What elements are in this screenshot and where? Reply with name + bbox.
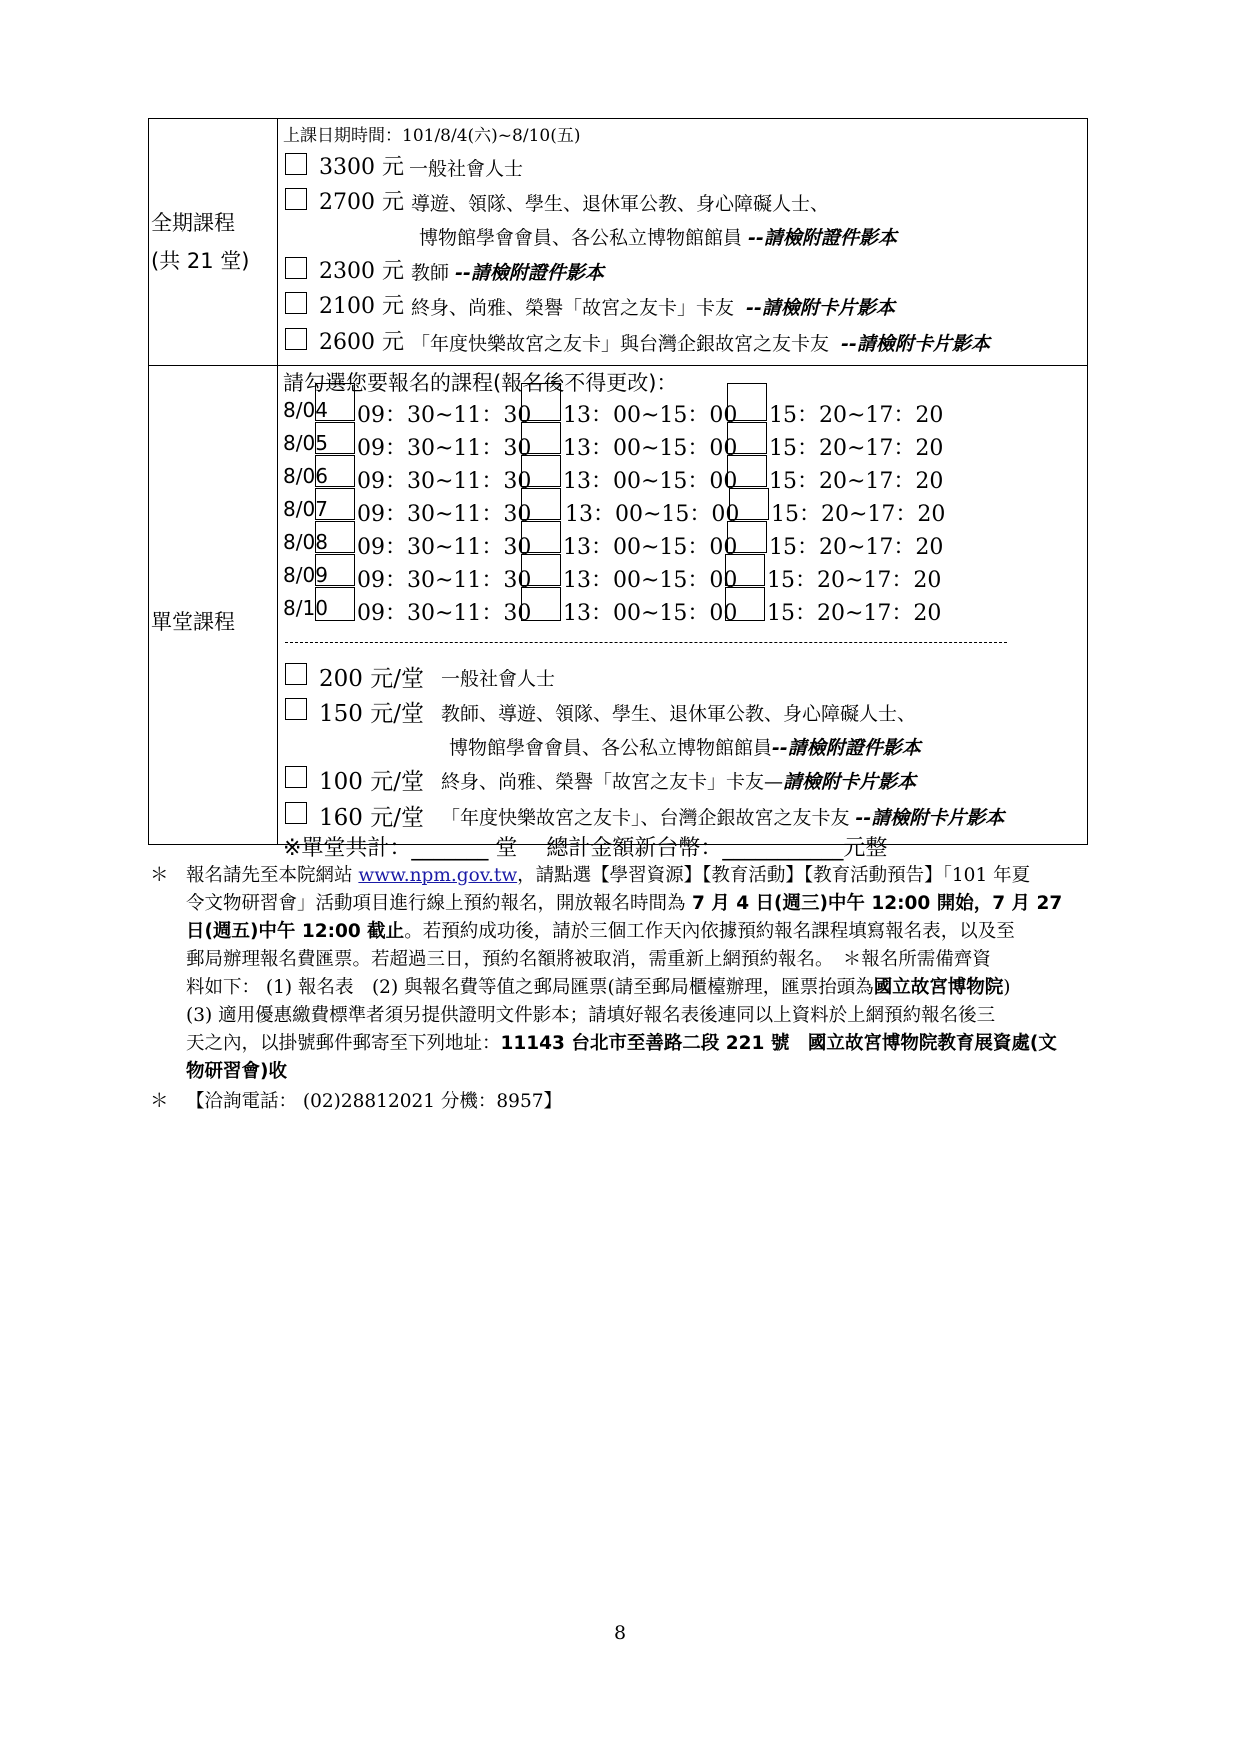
session-time-morning: 09：30~11：30 bbox=[357, 502, 532, 527]
note-line-3: 。若預約成功後，請於三個工作天內依據預約報名課程填寫報名表，以及至 bbox=[404, 921, 1015, 942]
session-checkbox-morning[interactable] bbox=[315, 455, 355, 487]
full-option-price-5: 2600 元 bbox=[319, 330, 404, 355]
full-option-desc-4: 終身、尚雅、榮譽「故宮之友卡」卡友 bbox=[411, 297, 735, 319]
single-option-note-2: --請檢附證件影本 bbox=[772, 737, 921, 759]
session-checkbox-afternoon[interactable] bbox=[521, 383, 561, 421]
session-time-late: 15：20~17：20 bbox=[767, 601, 942, 626]
session-checkbox-afternoon[interactable] bbox=[521, 455, 561, 487]
full-option-checkbox-3[interactable] bbox=[285, 257, 307, 279]
session-time-afternoon: 13：00~15：00 bbox=[563, 436, 738, 461]
session-checkbox-afternoon[interactable] bbox=[521, 587, 561, 621]
note-line-7-bold: 11143 台北市至善路二段 221 號 國立故宮博物院教育展資處(文 bbox=[500, 1033, 1057, 1054]
session-time-afternoon: 13：00~15：00 bbox=[563, 469, 738, 494]
full-option-note-3: --請檢附證件影本 bbox=[455, 262, 604, 284]
session-time-morning: 09：30~11：30 bbox=[357, 436, 532, 461]
session-checkbox-morning[interactable] bbox=[315, 488, 355, 520]
session-time-late: 15：20~17：20 bbox=[769, 535, 944, 560]
full-option-price-4: 2100 元 bbox=[319, 294, 404, 319]
single-option-price-4: 160 元/堂 bbox=[319, 805, 424, 831]
session-checkbox-late[interactable] bbox=[727, 422, 767, 454]
total-line: ※單堂共計：_______ 堂 總計金額新台幣：___________元整 bbox=[283, 836, 888, 861]
session-date: 8/09 bbox=[283, 563, 328, 587]
full-option-checkbox-5[interactable] bbox=[285, 328, 307, 350]
note-line-5-bold: 國立故宮博物院 bbox=[873, 977, 1004, 998]
session-checkbox-late[interactable] bbox=[729, 488, 769, 520]
full-course-label: 全期課程 bbox=[151, 211, 235, 235]
single-option-desc-2: 教師、導遊、領隊、學生、退休軍公教、身心障礙人士、 bbox=[441, 703, 917, 725]
session-checkbox-morning[interactable] bbox=[315, 587, 355, 621]
session-date: 8/08 bbox=[283, 530, 328, 554]
session-time-afternoon: 13：00~15：00 bbox=[563, 568, 738, 593]
session-time-morning: 09：30~11：30 bbox=[357, 601, 532, 626]
session-time-afternoon: 13：00~15：00 bbox=[563, 535, 738, 560]
dashed-separator bbox=[285, 642, 1007, 643]
row-divider bbox=[149, 365, 1087, 366]
session-time-late: 15：20~17：20 bbox=[769, 403, 944, 428]
session-checkbox-afternoon[interactable] bbox=[521, 488, 561, 520]
session-checkbox-morning[interactable] bbox=[315, 554, 355, 586]
single-option-price-3: 100 元/堂 bbox=[319, 769, 424, 795]
session-time-afternoon: 13：00~15：00 bbox=[563, 601, 738, 626]
full-option-desc-3: 教師 bbox=[411, 262, 450, 284]
note-line-1a: 報名請先至本院網站 bbox=[186, 865, 359, 886]
session-date: 8/07 bbox=[283, 497, 328, 521]
contact-line: 【洽詢電話： (02)28812021 分機：8957】 bbox=[186, 1091, 562, 1112]
session-time-morning: 09：30~11：30 bbox=[357, 403, 532, 428]
session-date: 8/06 bbox=[283, 464, 328, 488]
single-option-desc-4: 「年度快樂故宮之友卡」、台灣企銀故宮之友卡友 bbox=[441, 807, 850, 829]
note-line-7: 天之內，以掛號郵件郵寄至下列地址： bbox=[186, 1033, 501, 1054]
session-time-late: 15：20~17：20 bbox=[769, 436, 944, 461]
session-checkbox-afternoon[interactable] bbox=[521, 554, 561, 586]
session-checkbox-morning[interactable] bbox=[315, 521, 355, 553]
single-course-instruction: 請勾選您要報名的課程(報名後不得更改)： bbox=[283, 371, 678, 395]
full-option-desc2-2: 博物館學會會員、各公私立博物館館員 bbox=[419, 227, 743, 249]
single-option-note-4: --請檢附卡片影本 bbox=[855, 807, 1005, 829]
single-option-checkbox-1[interactable] bbox=[285, 663, 307, 685]
single-option-price-2: 150 元/堂 bbox=[319, 701, 424, 727]
session-time-late: 15：20~17：20 bbox=[767, 568, 942, 593]
full-option-desc-5: 「年度快樂故宮之友卡」與台灣企銀故宮之友卡友 bbox=[411, 333, 830, 355]
session-time-late: 15：20~17：20 bbox=[769, 469, 944, 494]
note-line-3-bold: 日(週五)中午 12:00 截止 bbox=[186, 921, 405, 942]
full-option-price-3: 2300 元 bbox=[319, 259, 404, 284]
note-line-1b: ，請點選【學習資源】【教育活動】【教育活動預告】「101 年夏 bbox=[517, 865, 1031, 886]
single-option-desc-1: 一般社會人士 bbox=[441, 668, 556, 690]
single-option-desc2-2: 博物館學會會員、各公私立博物館館員 bbox=[449, 737, 773, 759]
session-checkbox-morning[interactable] bbox=[315, 422, 355, 454]
registration-table bbox=[148, 118, 1088, 861]
column-divider bbox=[277, 119, 278, 844]
note-line-5: 料如下： (1) 報名表 (2) 與報名費等值之郵局匯票(請至郵局櫃檯辦理，匯票抬頭為 bbox=[186, 977, 874, 998]
note-bullet-1: ＊ bbox=[150, 865, 169, 886]
session-checkbox-late[interactable] bbox=[727, 521, 767, 553]
full-option-checkbox-4[interactable] bbox=[285, 292, 307, 314]
single-option-price-1: 200 元/堂 bbox=[319, 666, 424, 692]
single-option-checkbox-3[interactable] bbox=[285, 766, 307, 788]
session-time-afternoon: 13：00~15：00 bbox=[563, 403, 738, 428]
full-option-note-4: --請檢附卡片影本 bbox=[746, 297, 895, 319]
note-line-8-bold: 物研習會)收 bbox=[186, 1061, 287, 1082]
full-option-note-5: --請檢附卡片影本 bbox=[841, 333, 990, 355]
single-course-label: 單堂課程 bbox=[151, 610, 235, 634]
full-option-checkbox-2[interactable] bbox=[285, 188, 307, 210]
single-option-desc-3: 終身、尚雅、榮譽「故宮之友卡」卡友— bbox=[441, 771, 784, 793]
note-bullet-2: ＊ bbox=[150, 1091, 169, 1112]
note-line-4: 郵局辦理報名費匯票。若超過三日，預約名額將被取消，需重新上網預約報名。 ＊報名所需備齊資 bbox=[186, 949, 991, 970]
note-line-2: 令文物研習會」活動項目進行線上預約報名，開放報名時間為 bbox=[186, 893, 686, 914]
session-time-afternoon: 13：00~15：00 bbox=[565, 502, 740, 527]
session-time-morning: 09：30~11：30 bbox=[357, 568, 532, 593]
course-date-line: 上課日期時間：101/8/4(六)~8/10(五) bbox=[283, 126, 581, 146]
full-option-note-2: --請檢附證件影本 bbox=[748, 227, 897, 249]
session-checkbox-morning[interactable] bbox=[315, 383, 355, 421]
session-time-morning: 09：30~11：30 bbox=[357, 535, 532, 560]
session-checkbox-late[interactable] bbox=[725, 554, 765, 586]
website-link[interactable]: www.npm.gov.tw bbox=[358, 865, 518, 886]
single-option-checkbox-4[interactable] bbox=[285, 802, 307, 824]
session-checkbox-afternoon[interactable] bbox=[521, 521, 561, 553]
full-course-count: (共 21 堂) bbox=[151, 249, 250, 273]
full-option-checkbox-1[interactable] bbox=[285, 153, 307, 175]
session-checkbox-late[interactable] bbox=[727, 383, 767, 421]
session-time-late: 15：20~17：20 bbox=[771, 502, 946, 527]
full-option-desc-2: 導遊、領隊、學生、退休軍公教、身心障礙人士、 bbox=[411, 193, 830, 215]
page-number: 8 bbox=[614, 1622, 627, 1644]
note-line-6: (3) 適用優惠繳費標準者須另提供證明文件影本；請填好報名表後連同以上資料於上網預約報名後三 bbox=[186, 1005, 996, 1026]
session-checkbox-afternoon[interactable] bbox=[521, 422, 561, 454]
session-date: 8/10 bbox=[283, 596, 328, 620]
session-date: 8/05 bbox=[283, 431, 328, 455]
session-time-morning: 09：30~11：30 bbox=[357, 469, 532, 494]
single-option-note-3: 請檢附卡片影本 bbox=[783, 771, 917, 793]
session-checkbox-late[interactable] bbox=[725, 587, 765, 621]
note-line-2-bold: 7 月 4 日(週三)中午 12:00 開始，7 月 27 bbox=[685, 893, 1063, 914]
full-option-desc-1: 一般社會人士 bbox=[409, 158, 524, 180]
note-line-5-end: ) bbox=[1003, 977, 1011, 998]
full-option-price-2: 2700 元 bbox=[319, 190, 404, 215]
session-date: 8/04 bbox=[283, 398, 328, 422]
single-option-checkbox-2[interactable] bbox=[285, 698, 307, 720]
session-checkbox-late[interactable] bbox=[727, 455, 767, 487]
full-option-price-1: 3300 元 bbox=[319, 155, 404, 180]
